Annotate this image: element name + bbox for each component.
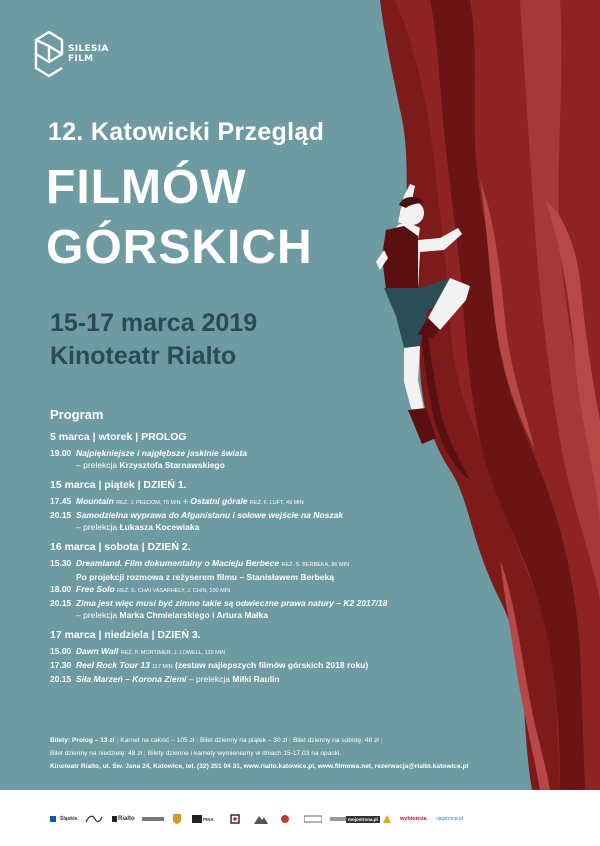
program-text: REŻ. S. BERBEKA, 86 MIN xyxy=(281,562,350,568)
press-logo-icon xyxy=(304,814,322,824)
day-label: 16 marca | sobota | DZIEŃ 2. xyxy=(50,541,191,553)
logo-wordmark xyxy=(68,44,109,64)
program-text xyxy=(76,673,280,685)
program-text: Dreamland. Film dokumentalny o Macieju Berbece xyxy=(76,558,280,568)
partner-logo[interactable] xyxy=(85,812,103,826)
event-time xyxy=(50,571,76,583)
program-text: Samodzielna wyprawa do Afganistanu i solowe wejście na Noszak xyxy=(76,510,344,520)
mojostrona-logo[interactable]: mojostrona.pl xyxy=(348,816,378,822)
program-event xyxy=(50,583,450,597)
partner-logo[interactable] xyxy=(254,812,268,826)
ticket-info xyxy=(50,734,468,773)
program-event xyxy=(50,673,450,685)
city-crest[interactable] xyxy=(172,812,182,826)
program-text: | xyxy=(116,737,119,744)
program-event xyxy=(50,597,450,609)
program-event xyxy=(50,509,450,521)
media-logo-icon xyxy=(85,814,103,824)
day-label: 5 marca | wtorek | PROLOG xyxy=(50,431,187,443)
event-time: 15.00 xyxy=(50,646,72,656)
media-logo-icon xyxy=(278,814,292,824)
silesia-film-logo[interactable] xyxy=(34,30,109,78)
program-text: FILMÓW xyxy=(46,161,247,214)
event-time xyxy=(50,459,76,471)
program-text: Marka Chmielarskiego i Artura Małka xyxy=(119,610,268,620)
festival-subtitle: 12. Katowicki Przegląd xyxy=(48,118,325,146)
event-dates: 15-17 marca 2019 xyxy=(50,309,258,337)
program-event xyxy=(50,557,450,571)
wyborcza-logo[interactable]: wybiorcza xyxy=(400,816,427,822)
program-text: Bilet dzienny na niedzielę: 48 zł xyxy=(50,750,143,757)
partner-logo[interactable] xyxy=(304,812,322,826)
day-label: 17 marca | niedziela | DZIEŃ 3. xyxy=(50,629,201,641)
film-logo[interactable] xyxy=(230,812,240,826)
program-text xyxy=(76,609,268,621)
program-text: – prelekcja xyxy=(76,610,118,620)
program-heading: Program xyxy=(50,407,104,422)
program-text xyxy=(50,621,450,629)
partner-logo[interactable] xyxy=(142,812,164,826)
event-time xyxy=(50,609,76,621)
ticket-prices-line xyxy=(50,734,468,747)
program-text: Bilet dzienny na piątek – 30 zł xyxy=(199,737,288,744)
program-text: – prelekcja xyxy=(76,522,118,532)
program-text: FILM xyxy=(68,54,94,64)
program-text: Po projekcji rozmowa z reżyserem filmu – Stanisławem Berbeką xyxy=(76,572,334,582)
program-event-lecture xyxy=(50,609,450,621)
program-text: Dawn Wall xyxy=(76,646,119,656)
program-text: | xyxy=(380,737,383,744)
event-venue: Kinoteatr Rialto xyxy=(50,342,237,370)
rialto-logo[interactable]: Rialto xyxy=(112,812,135,826)
event-time: 15.30 xyxy=(50,558,72,568)
silesia-cube-icon xyxy=(34,30,64,78)
program-text: + xyxy=(183,496,188,506)
press-logo-icon xyxy=(142,815,164,823)
event-time: 20.15 xyxy=(50,674,72,684)
program-text: Karnet na całość – 105 zł xyxy=(120,737,195,744)
program-text: SILESIA xyxy=(68,44,109,54)
program-text xyxy=(50,533,450,541)
program-text xyxy=(76,597,387,609)
program-event xyxy=(50,645,450,659)
program-text: | xyxy=(144,750,146,757)
program-text: – prelekcja xyxy=(188,674,231,684)
program-text: 117 MIN xyxy=(152,664,173,670)
program-event xyxy=(50,495,450,509)
city-crest-icon xyxy=(172,813,182,825)
event-time: 17.45 xyxy=(50,496,72,506)
program-text xyxy=(50,471,450,479)
program-text: Free Solo xyxy=(76,584,115,594)
program-text: Bilety: Prolog – 13 zł xyxy=(50,737,115,744)
event-time: 20.15 xyxy=(50,510,72,520)
pina-logo-icon xyxy=(192,815,202,823)
program-text: REŻ. J. PEEDOM, 76 MIN xyxy=(116,500,181,506)
silesia-logo-icon xyxy=(50,815,58,823)
venue-contact: Kinoteatr Rialto, ul. Św. Jana 24, Katowice, tel. (32) 251 04 31, www.rialto.katowice.pl, www.filmowa.net, rezerwacja@rialto.katowice.pl xyxy=(50,763,469,770)
program-text xyxy=(76,495,304,509)
film-reel-icon xyxy=(230,814,240,824)
program-event xyxy=(50,447,450,459)
event-time xyxy=(50,521,76,533)
event-time: 19.00 xyxy=(50,448,72,458)
program-text: Łukasza Kocewiaka xyxy=(119,522,200,532)
program-text xyxy=(76,459,225,471)
program-event-lecture xyxy=(50,521,450,533)
program-section xyxy=(50,407,450,685)
program-text xyxy=(76,509,343,521)
program-text xyxy=(76,659,368,673)
program-text: REŻ. P. MORTIMER, J. LOWELL, 115 MIN xyxy=(120,650,226,656)
program-text: Siła Marzeń – Korona Ziemi xyxy=(76,674,187,684)
program-text: Najpiękniejsze i najgłębsze jaskinie świata xyxy=(76,448,248,458)
program-text: | xyxy=(196,737,198,744)
program-text: Reel Rock Tour 13 xyxy=(76,660,150,670)
program-text: – prelekcja xyxy=(76,460,118,470)
partner-logo[interactable] xyxy=(382,812,392,826)
program-text: GÓRSKICH xyxy=(46,221,313,274)
ojejstrona-logo[interactable]: ojejstrona.pl xyxy=(436,816,463,822)
program-text: Krzysztofa Starnawskiego xyxy=(119,460,225,470)
slaskie-logo[interactable]: Śląskie. xyxy=(50,812,79,826)
program-text xyxy=(76,521,199,533)
media-logo-icon xyxy=(382,814,392,824)
partner-logo[interactable] xyxy=(278,812,292,826)
ticket-prices-line-2 xyxy=(50,747,468,760)
day-label: 15 marca | piątek | DZIEŃ 1. xyxy=(50,479,187,491)
mountain-logo-icon xyxy=(254,814,268,824)
program-text: Miłki Raulin xyxy=(232,674,280,684)
event-info xyxy=(50,307,257,373)
pina-logo[interactable]: PINA xyxy=(192,812,214,826)
program-text: | xyxy=(289,737,291,744)
event-time: 18.00 xyxy=(50,584,72,594)
event-time: 20.15 xyxy=(50,598,72,608)
program-text: REŻ. F. LUFT, 49 MIN xyxy=(249,500,304,506)
program-text: Bilety dzienne i karnety wymieniamy w dniach 15-17.03 na opaski. xyxy=(147,750,342,757)
program-text: Zima jest więc musi być zimno takie są odwieczne prawa natury – K2 2017/18 xyxy=(76,598,388,608)
program-text: Bilet dzienny na sobotę: 48 zł xyxy=(292,737,379,744)
program-text: REŻ. E. CHAI VASARHELY, J. CHIN, 100 MIN xyxy=(117,588,231,594)
program-text xyxy=(76,645,225,659)
program-text: Ostatni górale xyxy=(190,496,248,506)
event-time: 17.30 xyxy=(50,660,72,670)
program-event-lecture xyxy=(50,459,450,471)
program-event xyxy=(50,659,450,673)
program-text xyxy=(76,583,230,597)
program-text xyxy=(76,447,247,459)
sponsors-bar xyxy=(0,790,600,846)
program-text xyxy=(76,557,349,571)
program-event-note xyxy=(50,571,450,583)
program-text: Mountain xyxy=(76,496,114,506)
program-text: (zestaw najlepszych filmów górskich 2018 roku) xyxy=(175,660,369,670)
sponsor-logos xyxy=(50,812,570,828)
festival-title xyxy=(46,158,313,278)
